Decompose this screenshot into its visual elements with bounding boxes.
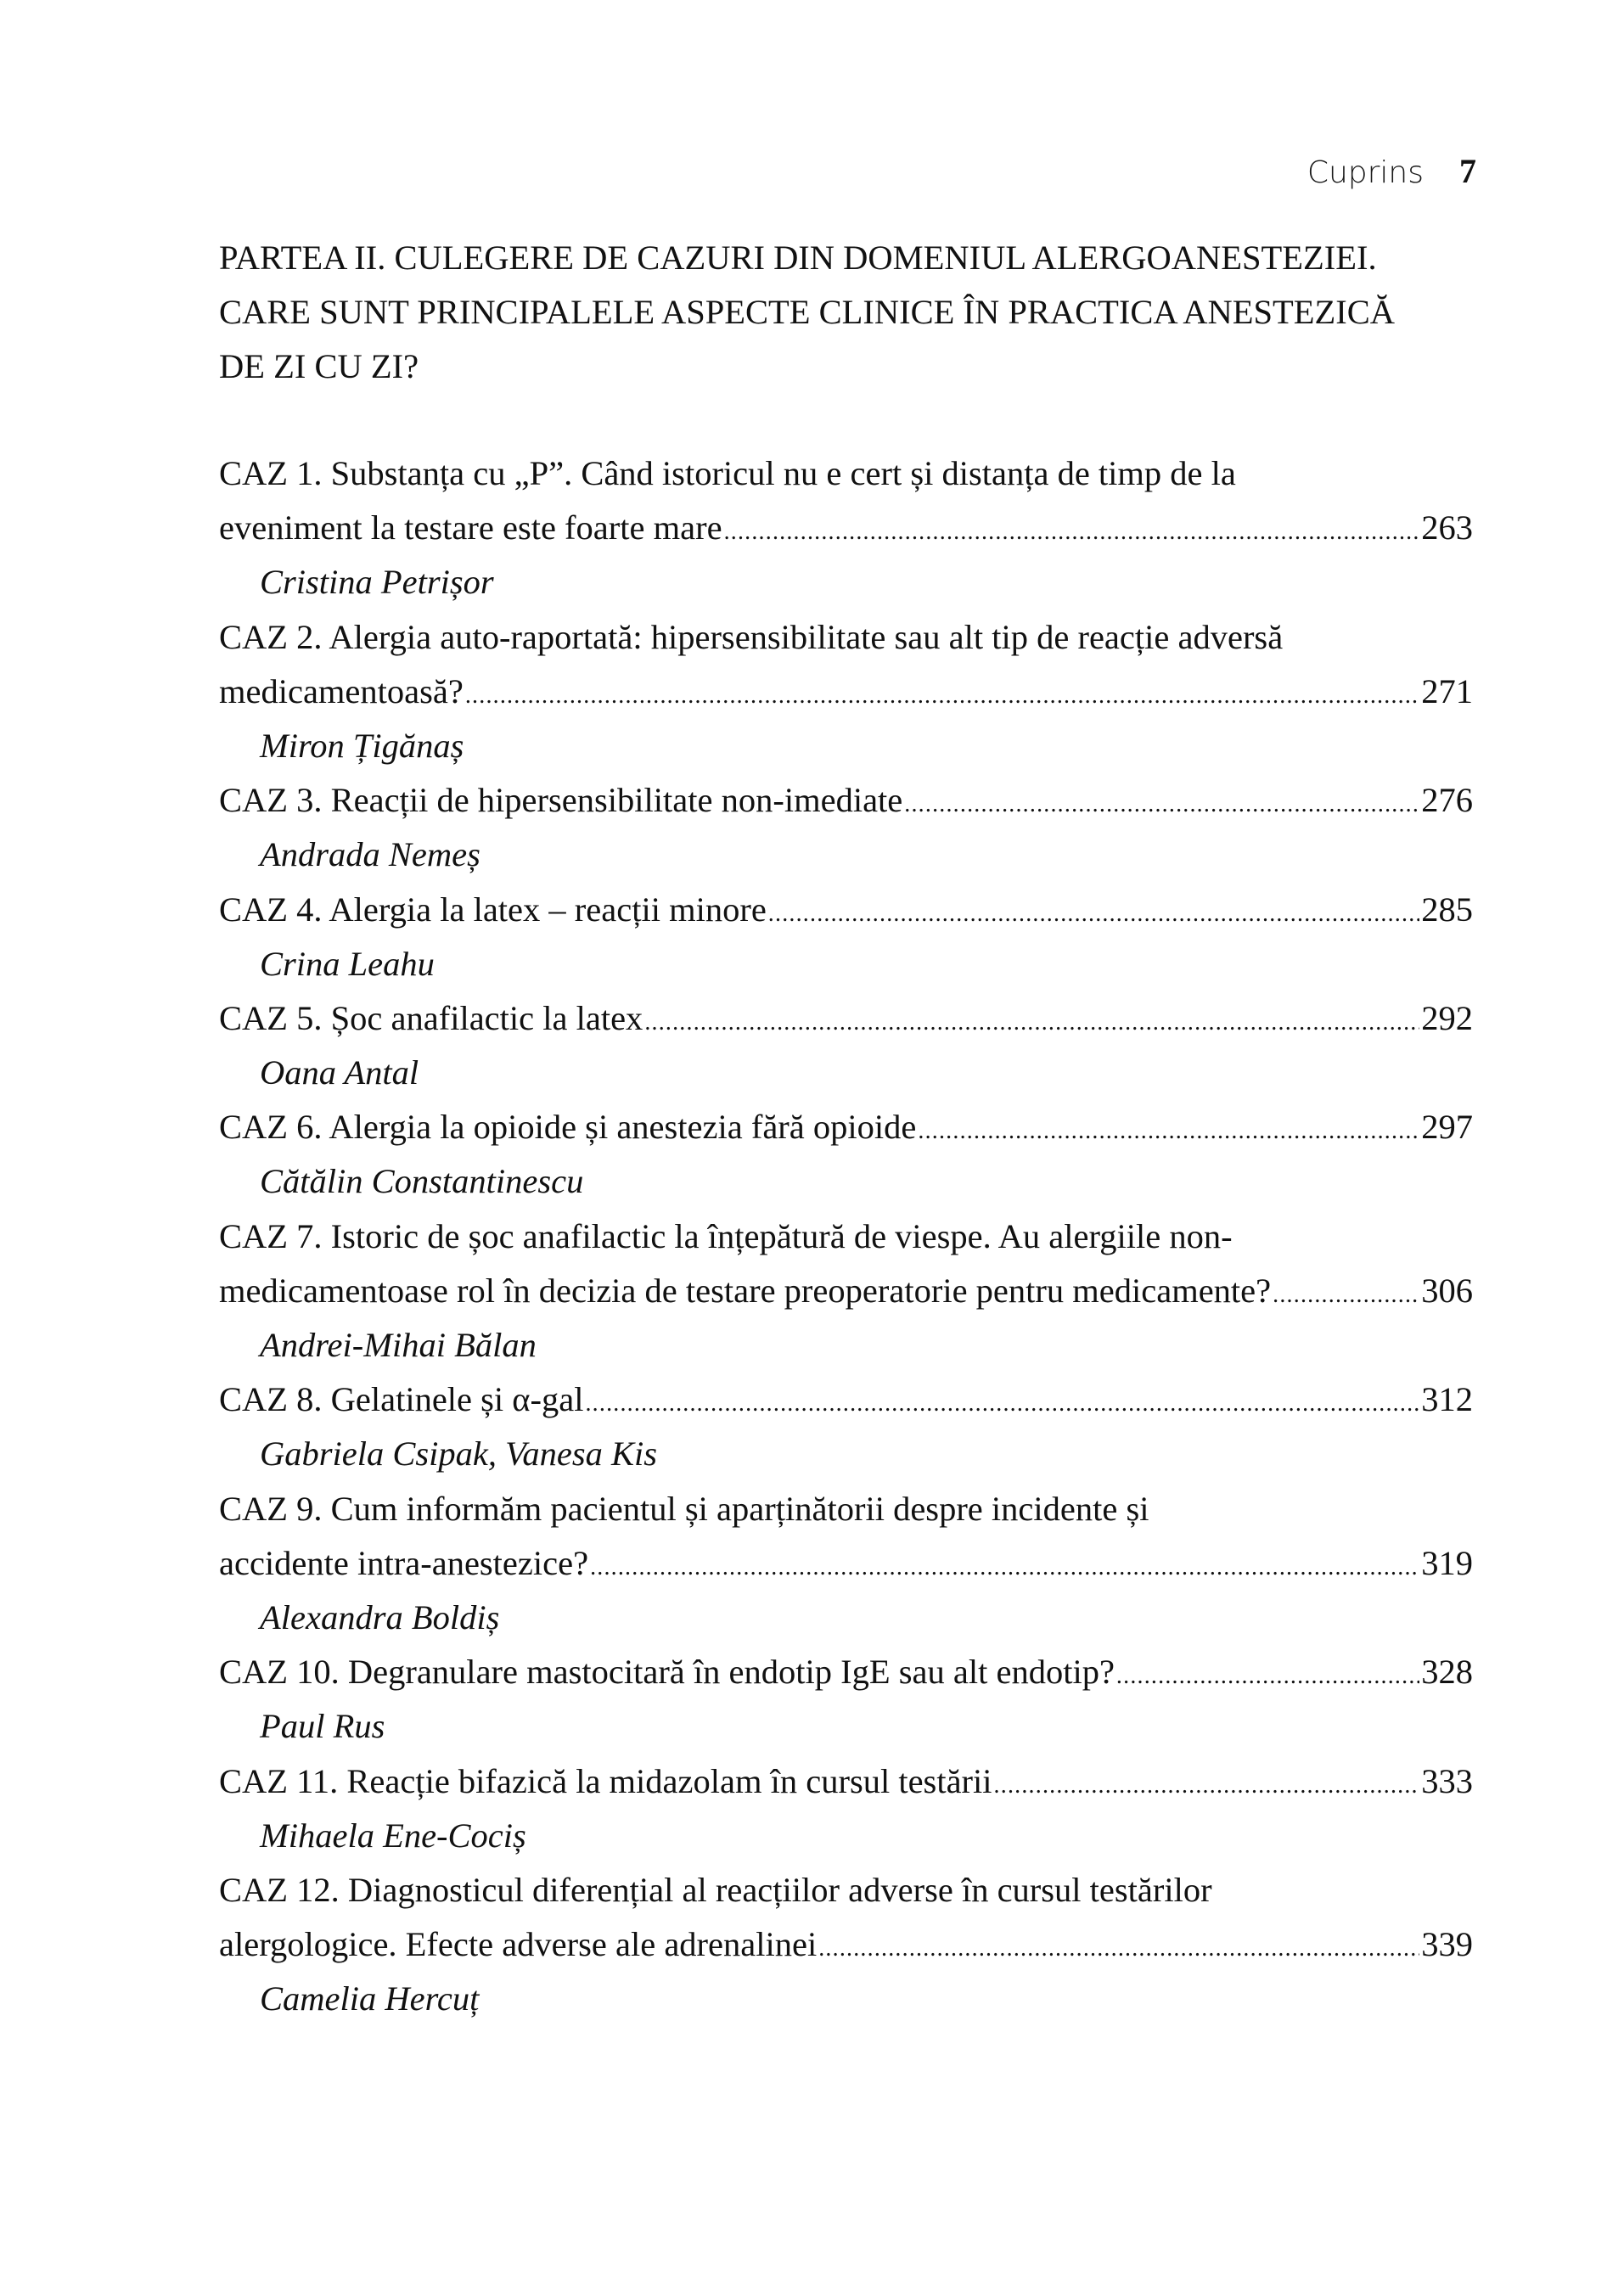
toc-page-number[interactable]: 319 bbox=[1421, 1543, 1473, 1582]
dot-leader bbox=[768, 887, 1419, 941]
toc-entry-author: Mihaela Ene-Cociș bbox=[260, 1816, 526, 1855]
toc-entry-title-line: eveniment la testare este foarte mare ..... 263 bbox=[219, 501, 1473, 555]
toc-entry-author: Cristina Petrișor bbox=[260, 563, 494, 602]
toc-entry-author: Paul Rus bbox=[260, 1707, 385, 1746]
toc-entry-title-line: CAZ 10. Degranulare mastocitară în endotip IgE sau alt endotip? ..... 328 bbox=[219, 1645, 1473, 1699]
toc-entry-title-line: CAZ 5. Șoc anafilactic la latex ..... 292 bbox=[219, 991, 1473, 1046]
toc-entry-title-line: alergologice. Efecte adverse ale adrenalinei ..... 339 bbox=[219, 1917, 1473, 1972]
dot-leader bbox=[590, 1541, 1419, 1595]
toc-entry[interactable] bbox=[219, 446, 1473, 610]
toc-entry-author: Cătălin Constantinescu bbox=[260, 1162, 584, 1201]
toc-entry-title-line: medicamentoasă? ..... 271 bbox=[219, 665, 1473, 719]
toc-entry-author: Camelia Hercuț bbox=[260, 1979, 480, 2018]
part-heading-line: DE ZI CU ZI? bbox=[219, 347, 419, 385]
toc-page-number[interactable]: 328 bbox=[1421, 1653, 1473, 1692]
toc-entry-title-line: CAZ 11. Reacție bifazică la midazolam în cursul testării ..... 333 bbox=[219, 1754, 1473, 1809]
part-heading bbox=[219, 231, 1475, 394]
toc-entry[interactable] bbox=[219, 1210, 1473, 1373]
toc-entry-title-line: CAZ 8. Gelatinele și α-gal ..... 312 bbox=[219, 1373, 1473, 1427]
dot-leader bbox=[465, 669, 1419, 723]
toc-entry[interactable] bbox=[219, 610, 1473, 774]
toc-entry[interactable] bbox=[219, 1645, 1473, 1754]
toc-page-number[interactable]: 263 bbox=[1421, 508, 1473, 547]
toc-page-number[interactable]: 292 bbox=[1421, 998, 1473, 1037]
toc-entry-title-line: CAZ 3. Reacții de hipersensibilitate non-imediate ..... 276 bbox=[219, 773, 1473, 828]
toc-entry[interactable] bbox=[219, 1100, 1473, 1209]
page-number: 7 bbox=[1459, 152, 1476, 190]
toc-entry[interactable] bbox=[219, 883, 1473, 991]
toc-entry-author: Miron Țigănaș bbox=[260, 726, 464, 765]
toc-entry[interactable] bbox=[219, 1482, 1473, 1646]
toc-entry-title-line: medicamentoase rol în decizia de testare preoperatorie pentru medicamente? ..... 306 bbox=[219, 1264, 1473, 1318]
toc-entry-author: Andrada Nemeș bbox=[260, 835, 480, 874]
toc-entry[interactable] bbox=[219, 1373, 1473, 1481]
toc-entry-title-line: CAZ 4. Alergia la latex – reacții minore ..... 285 bbox=[219, 883, 1473, 937]
toc-entry-author: Andrei-Mihai Bălan bbox=[260, 1326, 537, 1364]
toc-entry-title-line: CAZ 2. Alergia auto-raportată: hipersensibilitate sau alt tip de reacție adversă bbox=[219, 617, 1284, 656]
part-heading-line: CARE SUNT PRINCIPALELE ASPECTE CLINICE ÎN PRACTICA ANESTEZICĂ bbox=[219, 293, 1395, 331]
toc-entry-title-line: CAZ 9. Cum informăm pacientul și aparținătorii despre incidente și bbox=[219, 1489, 1149, 1528]
toc-page-number[interactable]: 285 bbox=[1421, 890, 1473, 929]
toc-entry-title-line: CAZ 1. Substanța cu „P”. Când istoricul nu e cert și distanța de timp de la bbox=[219, 454, 1236, 492]
toc-entry-author: Crina Leahu bbox=[260, 944, 435, 983]
toc-entry-author: Alexandra Boldiș bbox=[260, 1597, 500, 1636]
running-header bbox=[1307, 151, 1476, 191]
toc-entry[interactable] bbox=[219, 1754, 1473, 1863]
toc-entry-title-line: CAZ 7. Istoric de șoc anafilactic la înțepătură de viespe. Au alergiile non- bbox=[219, 1216, 1233, 1255]
toc-page-number[interactable]: 312 bbox=[1421, 1380, 1473, 1419]
dot-leader bbox=[724, 505, 1420, 559]
toc-entry-title-line: CAZ 6. Alergia la opioide și anestezia fără opioide ..... 297 bbox=[219, 1100, 1473, 1154]
dot-leader bbox=[818, 1922, 1419, 1976]
toc-entry[interactable] bbox=[219, 1863, 1473, 2027]
dot-leader bbox=[1116, 1649, 1419, 1704]
toc-page-number[interactable]: 276 bbox=[1421, 781, 1473, 820]
dot-leader bbox=[644, 996, 1419, 1050]
dot-leader bbox=[1273, 1268, 1419, 1322]
toc-entry[interactable] bbox=[219, 773, 1473, 882]
toc-entry-author: Oana Antal bbox=[260, 1053, 419, 1092]
dot-leader bbox=[918, 1104, 1419, 1159]
toc-page-number[interactable]: 333 bbox=[1421, 1761, 1473, 1800]
toc-page-number[interactable]: 297 bbox=[1421, 1108, 1473, 1147]
dot-leader bbox=[585, 1377, 1419, 1431]
toc-entry[interactable] bbox=[219, 991, 1473, 1100]
toc-entry-author: Gabriela Csipak, Vanesa Kis bbox=[260, 1434, 658, 1474]
toc-page-number[interactable]: 339 bbox=[1421, 1925, 1473, 1964]
part-heading-line: PARTEA II. CULEGERE DE CAZURI DIN DOMENIUL ALERGOANESTEZIEI. bbox=[219, 239, 1377, 277]
toc-entry-title-line: CAZ 12. Diagnosticul diferențial al reacțiilor adverse în cursul testărilor bbox=[219, 1870, 1212, 1909]
toc-page-number[interactable]: 271 bbox=[1421, 671, 1473, 710]
toc-entry-title-line: accidente intra-anestezice? ..... 319 bbox=[219, 1536, 1473, 1591]
toc-page-number[interactable]: 306 bbox=[1421, 1271, 1473, 1310]
section-title: Cuprins bbox=[1307, 155, 1424, 190]
dot-leader bbox=[994, 1759, 1420, 1813]
dot-leader bbox=[904, 777, 1419, 832]
table-of-contents bbox=[219, 446, 1473, 2026]
